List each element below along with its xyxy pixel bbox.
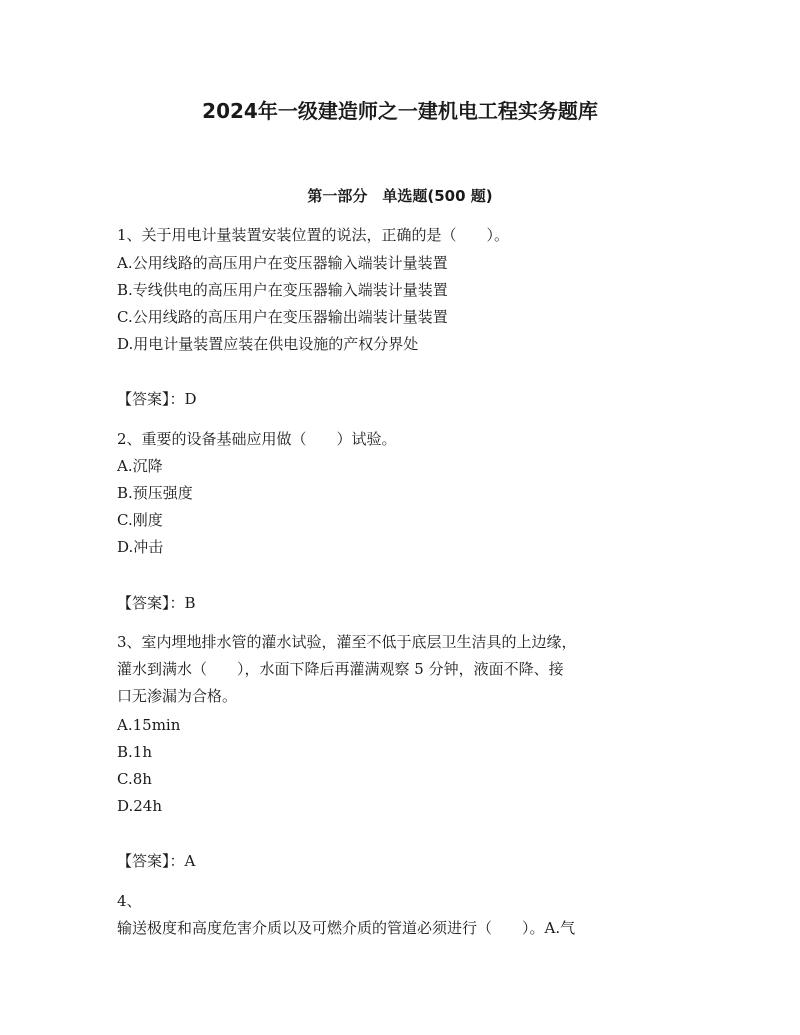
question-2-stem: 2、重要的设备基础应用做（ ）试验。	[117, 430, 397, 448]
question-3-stem-line-2: 灌水到满水（ ），水面下降后再灌满观察 5 分钟，液面不降、接	[117, 660, 564, 678]
question-3-option-a: A.15min	[117, 716, 181, 734]
question-2-option-c: C.刚度	[117, 511, 163, 529]
question-1-option-b: B.专线供电的高压用户在变压器输入端装计量装置	[117, 281, 448, 299]
question-2-option-a: A.沉降	[117, 457, 163, 475]
question-1-option-a: A.公用线路的高压用户在变压器输入端装计量装置	[117, 254, 448, 272]
question-3-stem-line-3: 口无渗漏为合格。	[117, 687, 238, 705]
question-4-stem-line-2: 输送极度和高度危害介质以及可燃介质的管道必须进行（ ）。A.气	[117, 919, 576, 937]
question-4-stem-line-1: 4、	[117, 892, 142, 910]
question-2-option-d: D.冲击	[117, 538, 164, 556]
page-title: 2024年一级建造师之一建机电工程实务题库	[202, 99, 598, 123]
question-1-option-d: D.用电计量装置应装在供电设施的产权分界处	[117, 335, 419, 353]
section-title: 第一部分 单选题(500 题)	[307, 187, 493, 205]
question-3-option-d: D.24h	[117, 797, 163, 815]
question-2-option-b: B.预压强度	[117, 484, 193, 502]
question-1-option-c: C.公用线路的高压用户在变压器输出端装计量装置	[117, 308, 448, 326]
question-3-option-c: C.8h	[117, 770, 152, 788]
question-3-answer: 【答案】：A	[117, 852, 196, 870]
question-2-answer: 【答案】：B	[117, 594, 196, 612]
question-1-answer: 【答案】：D	[117, 390, 197, 408]
question-1-stem: 1、关于用电计量装置安装位置的说法，正确的是（ ）。	[117, 226, 510, 244]
question-3-option-b: B.1h	[117, 743, 152, 761]
question-3-stem-line-1: 3、室内埋地排水管的灌水试验，灌至不低于底层卫生洁具的上边缘，	[117, 633, 577, 651]
